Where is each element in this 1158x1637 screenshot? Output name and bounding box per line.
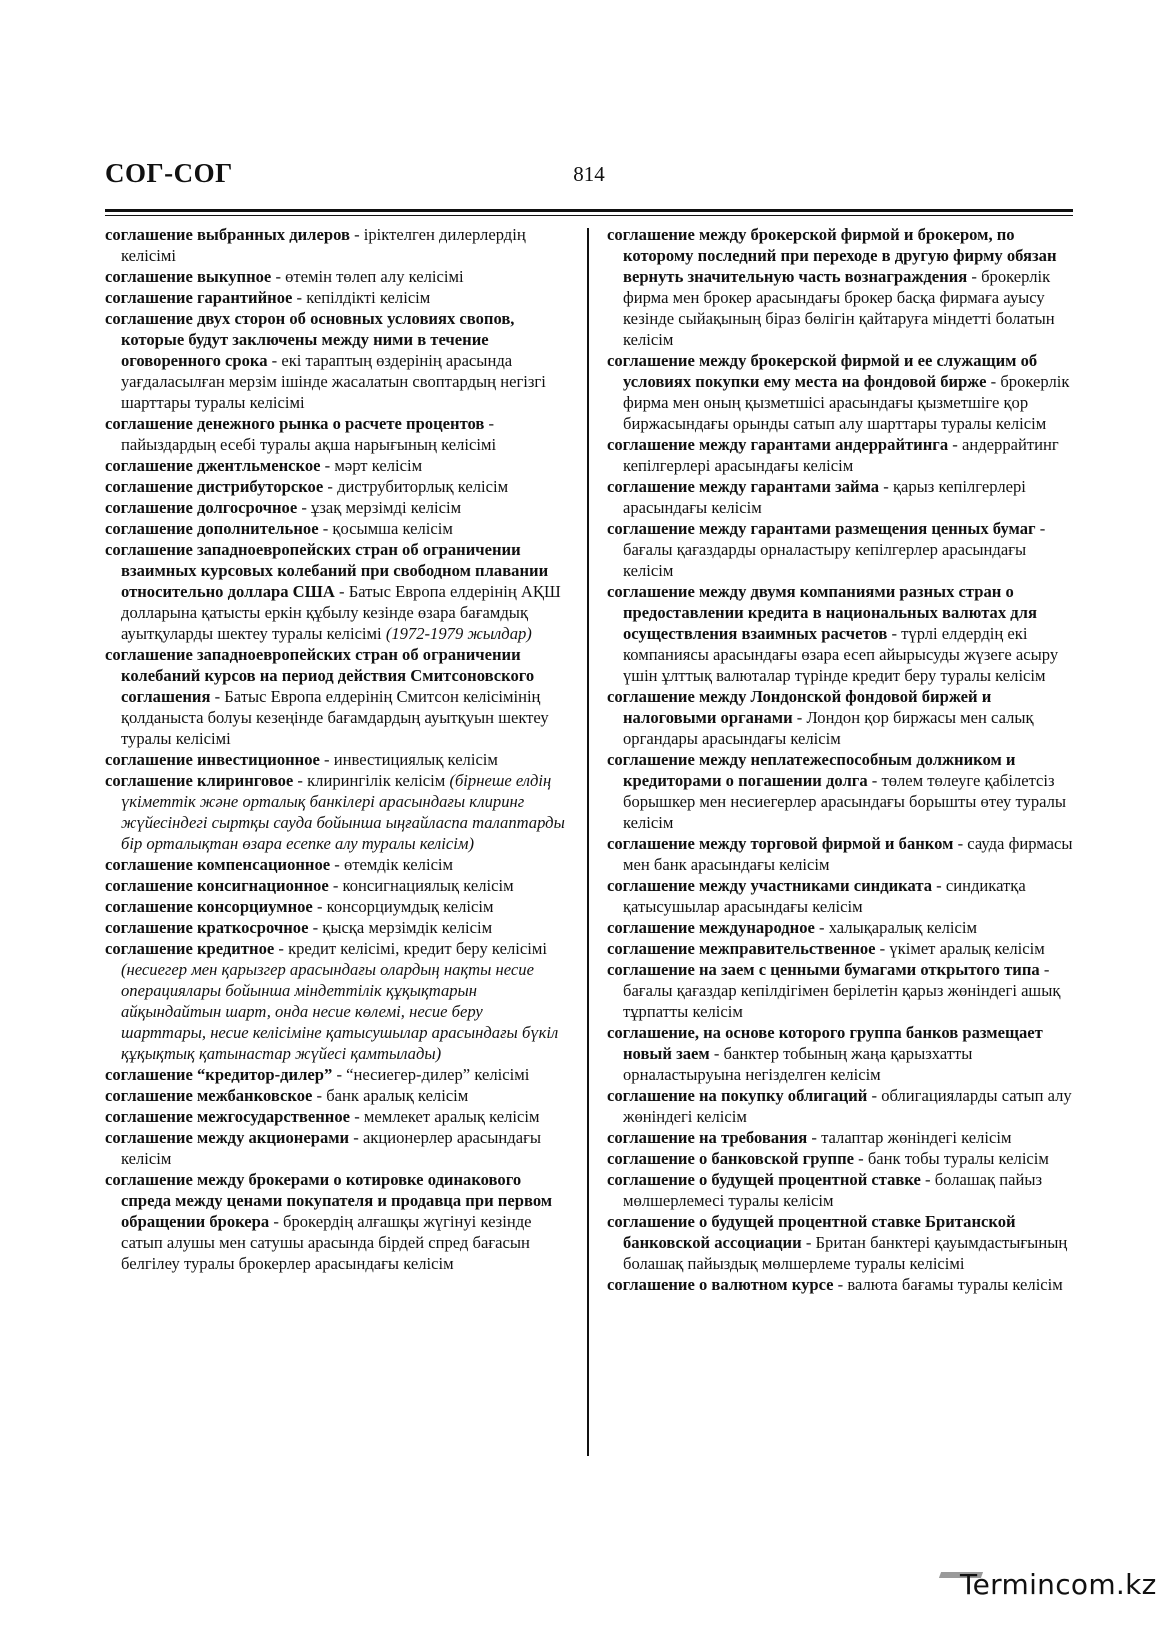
dictionary-entry <box>607 875 1073 917</box>
dictionary-entry <box>105 497 567 518</box>
dictionary-entry <box>607 749 1073 833</box>
entry-definition: брокердің алғашқы жүгінуі кезінде сатып алушы мен сатушы арасында бірдей спред бағасын белгілеу туралы брокерлер арасындағы келісім <box>121 1212 532 1273</box>
header-rule-thin <box>105 215 1073 216</box>
entry-separator: - <box>1039 960 1050 979</box>
entry-term: соглашение между Лондонской фондовой биржей и налоговыми органами <box>607 687 992 727</box>
entry-term: соглашение долгосрочное <box>105 498 298 517</box>
dictionary-entry <box>607 1022 1073 1085</box>
entry-term: соглашение межбанковское <box>105 1086 313 1105</box>
dictionary-entry <box>105 518 567 539</box>
entry-definition: “несиегер-дилер” келісімі <box>346 1065 530 1084</box>
dictionary-entry <box>607 224 1073 350</box>
dictionary-entry <box>607 476 1073 518</box>
entry-separator: - <box>887 624 902 643</box>
entry-definition: екі тараптың өздерінің арасында уағдаласылған мерзім ішінде жасалатын своптардың негізгі шарттары туралы келісімі <box>121 351 546 412</box>
entry-separator: - <box>334 582 349 601</box>
entry-separator: - <box>210 687 225 706</box>
entry-separator: - <box>875 939 890 958</box>
entry-definition: кредит келісімі, кредит беру келісімі <box>288 939 547 958</box>
entry-separator: - <box>318 519 333 538</box>
entry-separator: - <box>953 834 968 853</box>
dictionary-entry <box>607 938 1073 959</box>
entry-term: соглашение о банковской группе <box>607 1149 855 1168</box>
entry-definition: банк аралық келісім <box>326 1086 469 1105</box>
entry-definition: мемлекет аралық келісім <box>363 1107 540 1126</box>
entry-separator: - <box>269 1212 284 1231</box>
entry-term: соглашение между торговой фирмой и банком <box>607 834 954 853</box>
entry-term: соглашение выкупное <box>105 267 272 286</box>
entry-term: соглашение “кредитор-дилер” <box>105 1065 333 1084</box>
entry-definition: облигацияларды сатып алу жөніндегі келісім <box>623 1086 1072 1126</box>
entry-definition: кепілдікті келісім <box>306 288 431 307</box>
entry-separator: - <box>330 855 344 874</box>
entry-separator: - <box>986 372 1001 391</box>
entry-separator: - <box>867 771 882 790</box>
entry-separator: - <box>319 750 334 769</box>
entry-separator: - <box>349 225 364 244</box>
entry-separator: - <box>350 1107 364 1126</box>
entry-separator: - <box>801 1233 816 1252</box>
entry-separator: - <box>967 267 982 286</box>
dictionary-entry <box>105 1169 567 1274</box>
entry-separator: - <box>312 897 327 916</box>
entry-separator: - <box>323 477 338 496</box>
entry-term: соглашение между брокерами о котировке одинакового спреда между ценами покупателя и продавца при первом обращении брокера <box>105 1170 553 1231</box>
entry-note: (1972-1979 жылдар) <box>385 624 532 643</box>
entry-definition: өтемін төлеп алу келісімі <box>285 267 464 286</box>
entry-definition: талаптар жөніндегі келісім <box>821 1128 1012 1147</box>
dictionary-entry <box>607 434 1073 476</box>
entry-term: соглашение межправительственное <box>607 939 876 958</box>
dictionary-entry <box>607 1211 1073 1274</box>
dictionary-entry <box>105 875 567 896</box>
entry-term: соглашение межгосударственное <box>105 1107 351 1126</box>
entry-term: соглашение двух сторон об основных условиях свопов, которые будут заключены между ними в течение оговоренного срока <box>105 309 515 370</box>
dictionary-entry <box>105 1127 567 1169</box>
entry-definition: синдикатқа қатысушылар арасындағы келісім <box>623 876 1026 916</box>
entry-term: соглашение о будущей процентной ставке <box>607 1170 921 1189</box>
entry-term: соглашение джентльменское <box>105 456 321 475</box>
entry-separator: - <box>920 1170 935 1189</box>
entry-definition: іріктелген дилерлердің келісімі <box>121 225 526 265</box>
entry-term: соглашение компенсационное <box>105 855 331 874</box>
entry-separator: - <box>274 939 289 958</box>
entry-separator: - <box>312 1086 327 1105</box>
header-rule-thick <box>105 209 1073 212</box>
entry-separator: - <box>854 1149 868 1168</box>
entry-term: соглашение между брокерской фирмой и ее служащим об условиях покупки ему места на фондовой бирже <box>607 351 1038 391</box>
entry-note: (несиегер мен қарызгер арасындағы олардың нақты несие операциялары бойынша міндеттілік құқықтарын айқындайтын шарт, онда несие көлемі, несие беру шарттары, несие келісіміне қатысушылар арасындағы бүкіл құқықтық қатынастар жүйесі қамтылады) <box>121 960 559 1063</box>
entry-term: соглашение на требования <box>607 1128 808 1147</box>
dictionary-entry <box>105 644 567 749</box>
entry-separator: - <box>932 876 946 895</box>
entry-definition: бағалы қағаздар кепілдігімен берілетін қарыз жөніндегі ашық тұрпатты келісім <box>623 981 1061 1021</box>
entry-term: соглашение между гарантами андеррайтинга <box>607 435 949 454</box>
entry-term: соглашение, на основе которого группа банков размещает новый заем <box>607 1023 1043 1063</box>
termincom-logo <box>940 1568 1157 1618</box>
entry-definition: түрлі елдердің екі компаниясы арасындағы өзара есеп айырысуды жүзеге асыру үшін ұлттық валюталар түрінде кредит беру туралы келісім <box>623 624 1059 685</box>
dictionary-entry <box>607 1148 1073 1169</box>
running-head: СОГ-СОГ <box>105 158 233 188</box>
column-divider <box>587 228 589 1456</box>
entry-term: соглашение между двумя компаниями разных стран о предоставлении кредита в национальных валютах для осуществления взаимных расчетов <box>607 582 1037 643</box>
entry-separator: - <box>814 918 829 937</box>
entry-separator: - <box>807 1128 822 1147</box>
dictionary-entry <box>105 539 567 644</box>
entry-term: соглашение о валютном курсе <box>607 1275 834 1294</box>
dictionary-entry <box>607 350 1073 434</box>
entry-separator: - <box>320 456 335 475</box>
dictionary-entry <box>105 1064 567 1085</box>
entry-separator: - <box>867 1086 882 1105</box>
entry-term: соглашение между гарантами размещения ценных бумаг <box>607 519 1036 538</box>
entry-term: соглашение между акционерами <box>105 1128 350 1147</box>
dictionary-entry <box>607 959 1073 1022</box>
entry-separator: - <box>833 1275 848 1294</box>
entry-definition: қарыз кепілгерлері арасындағы келісім <box>623 477 1026 517</box>
dictionary-entry <box>105 476 567 497</box>
dictionary-entry <box>105 917 567 938</box>
entry-separator: - <box>349 1128 363 1147</box>
entry-separator: - <box>1035 519 1046 538</box>
dictionary-entry <box>607 686 1073 749</box>
entry-term: соглашение международное <box>607 918 815 937</box>
entry-definition: диструбиторлық келісім <box>337 477 509 496</box>
entry-term: соглашение денежного рынка о расчете процентов <box>105 414 485 433</box>
entry-definition: қосымша келісім <box>332 519 453 538</box>
dictionary-entry <box>607 1169 1073 1211</box>
entry-definition: банк тобы туралы келісім <box>867 1149 1049 1168</box>
entry-term: соглашение западноевропейских стран об ограничении взаимных курсовых колебаний при свободном плавании относительно доллара США <box>105 540 549 601</box>
entry-separator: - <box>292 288 307 307</box>
dictionary-entry <box>607 581 1073 686</box>
dictionary-entry <box>607 1127 1073 1148</box>
dictionary-entry <box>607 833 1073 875</box>
entry-definition: болашақ пайыз мөлшерлемесі туралы келісім <box>623 1170 1043 1210</box>
entry-separator: - <box>484 414 495 433</box>
entry-note: (бірнеше елдің үкіметтік және орталық банкілері арасындағы клиринг жүйесіндегі сыртқы сауда бойынша ыңғайласпа талаптарды бір орталықтан өзара есепке алу туралы келісім) <box>121 771 565 853</box>
entry-definition: сауда фирмасы мен банк арасындағы келісім <box>623 834 1073 874</box>
page-number: 814 <box>573 162 605 186</box>
entry-separator: - <box>332 1065 347 1084</box>
entry-definition: брокерлік фирма мен оның қызметшісі арасындағы қызметшіге қор биржасындағы орынды сатып алу шарттары туралы келісім <box>623 372 1070 433</box>
dictionary-entry <box>607 1274 1073 1295</box>
entry-term: соглашение о будущей процентной ставке Британской банковской ассоциации <box>607 1212 1016 1252</box>
entry-separator: - <box>293 771 308 790</box>
entry-term: соглашение клиринговое <box>105 771 294 790</box>
entry-definition: ұзақ мерзімді келісім <box>311 498 462 517</box>
entry-term: соглашение между неплатежеспособным должником и кредиторами о погашении долга <box>607 750 1016 790</box>
entry-definition: консорциумдық келісім <box>326 897 494 916</box>
entry-separator: - <box>271 267 286 286</box>
entry-separator: - <box>709 1044 724 1063</box>
entry-term: соглашение краткосрочное <box>105 918 309 937</box>
dictionary-entry <box>607 1085 1073 1127</box>
dictionary-entry <box>105 749 567 770</box>
entry-definition: үкімет аралық келісім <box>889 939 1045 958</box>
dictionary-entry <box>105 455 567 476</box>
right-column <box>607 224 1073 1295</box>
dictionary-entry <box>105 1106 567 1127</box>
dictionary-entry <box>607 917 1073 938</box>
entry-definition: консигнациялық келісім <box>342 876 514 895</box>
entry-definition: валюта бағамы туралы келісім <box>847 1275 1063 1294</box>
entry-term: соглашение между гарантами займа <box>607 477 880 496</box>
dictionary-entry <box>105 854 567 875</box>
entry-separator: - <box>308 918 323 937</box>
entry-separator: - <box>297 498 312 517</box>
dictionary-entry <box>105 287 567 308</box>
dictionary-entry <box>105 938 567 1064</box>
logo-text: Termincom.kz <box>960 1568 1157 1601</box>
entry-definition: қысқа мерзімдік келісім <box>322 918 493 937</box>
entry-term: соглашение дополнительное <box>105 519 319 538</box>
entry-separator: - <box>948 435 962 454</box>
entry-separator: - <box>267 351 282 370</box>
left-column <box>105 224 567 1274</box>
entry-term: соглашение выбранных дилеров <box>105 225 350 244</box>
dictionary-entry <box>607 518 1073 581</box>
entry-term: соглашение консорциумное <box>105 897 313 916</box>
entry-definition: банктер тобының жаңа қарызхатты орналастыруына негізделген келісім <box>623 1044 973 1084</box>
entry-term: соглашение между участниками синдиката <box>607 876 932 895</box>
entry-separator: - <box>328 876 343 895</box>
entry-term: соглашение дистрибуторское <box>105 477 324 496</box>
entry-definition: өтемдік келісім <box>343 855 454 874</box>
dictionary-entry <box>105 224 567 266</box>
dictionary-entry <box>105 896 567 917</box>
entry-definition: халықаралық келісім <box>828 918 977 937</box>
page-header <box>105 158 1073 208</box>
entry-separator: - <box>879 477 893 496</box>
entry-term: соглашение на покупку облигаций <box>607 1086 868 1105</box>
entry-term: соглашение на заем с ценными бумагами открытого типа <box>607 960 1040 979</box>
entry-definition: бағалы қағаздарды орналастыру кепілгерлер арасындағы келісім <box>623 540 1027 580</box>
entry-definition: брокерлік фирма мен брокер арасындағы брокер басқа фирмаға ауысу кезінде сыйақының біраз бөлігін қайтаруға міндетті болатын келісім <box>623 267 1055 349</box>
entry-term: соглашение инвестиционное <box>105 750 320 769</box>
entry-term: соглашение между брокерской фирмой и брокером, по которому последний при переходе в другую фирму обязан вернуть значительную часть вознаграждения <box>607 225 1057 286</box>
dictionary-entry <box>105 413 567 455</box>
entry-definition: пайыздардың есебі туралы ақша нарығының келісімі <box>121 435 497 454</box>
entry-definition: акционерлер арасындағы келісім <box>121 1128 542 1168</box>
entry-definition: клирингілік келісім <box>307 771 450 790</box>
entry-definition: андеррайтинг кепілгерлері арасындағы келісім <box>623 435 1059 475</box>
dictionary-entry <box>105 266 567 287</box>
entry-definition: Батыс Европа елдерінің Смитсон келісімінің қолданыста болуы кезеңінде бағамдардың ауытқуын шектеу туралы келісімі <box>121 687 549 748</box>
entry-definition: Батыс Европа елдерінің АҚШ долларына қатысты еркін құбылу кезінде өзара бағамдық ауытқуларды шектеу туралы келісімі <box>121 582 561 643</box>
dictionary-entry <box>105 308 567 413</box>
entry-separator: - <box>792 708 807 727</box>
entry-definition: Лондон қор биржасы мен салық органдары арасындағы келісім <box>623 708 1034 748</box>
entry-term: соглашение западноевропейских стран об ограничении колебаний курсов на период действия Смитсоновского соглашения <box>105 645 535 706</box>
entry-term: соглашение кредитное <box>105 939 275 958</box>
entry-term: соглашение консигнационное <box>105 876 329 895</box>
dictionary-entry <box>105 1085 567 1106</box>
entry-definition: инвестициялық келісім <box>333 750 498 769</box>
dictionary-entry <box>105 770 567 854</box>
entry-definition: Британ банктері қауымдастығының болашақ пайыздық мөлшерлеме туралы келісімі <box>623 1233 1068 1273</box>
entry-definition: төлем төлеуге қабілетсіз борышкер мен несиегерлер арасындағы борышты өтеу туралы келісім <box>623 771 1067 832</box>
entry-definition: мәрт келісім <box>334 456 423 475</box>
entry-term: соглашение гарантийное <box>105 288 293 307</box>
